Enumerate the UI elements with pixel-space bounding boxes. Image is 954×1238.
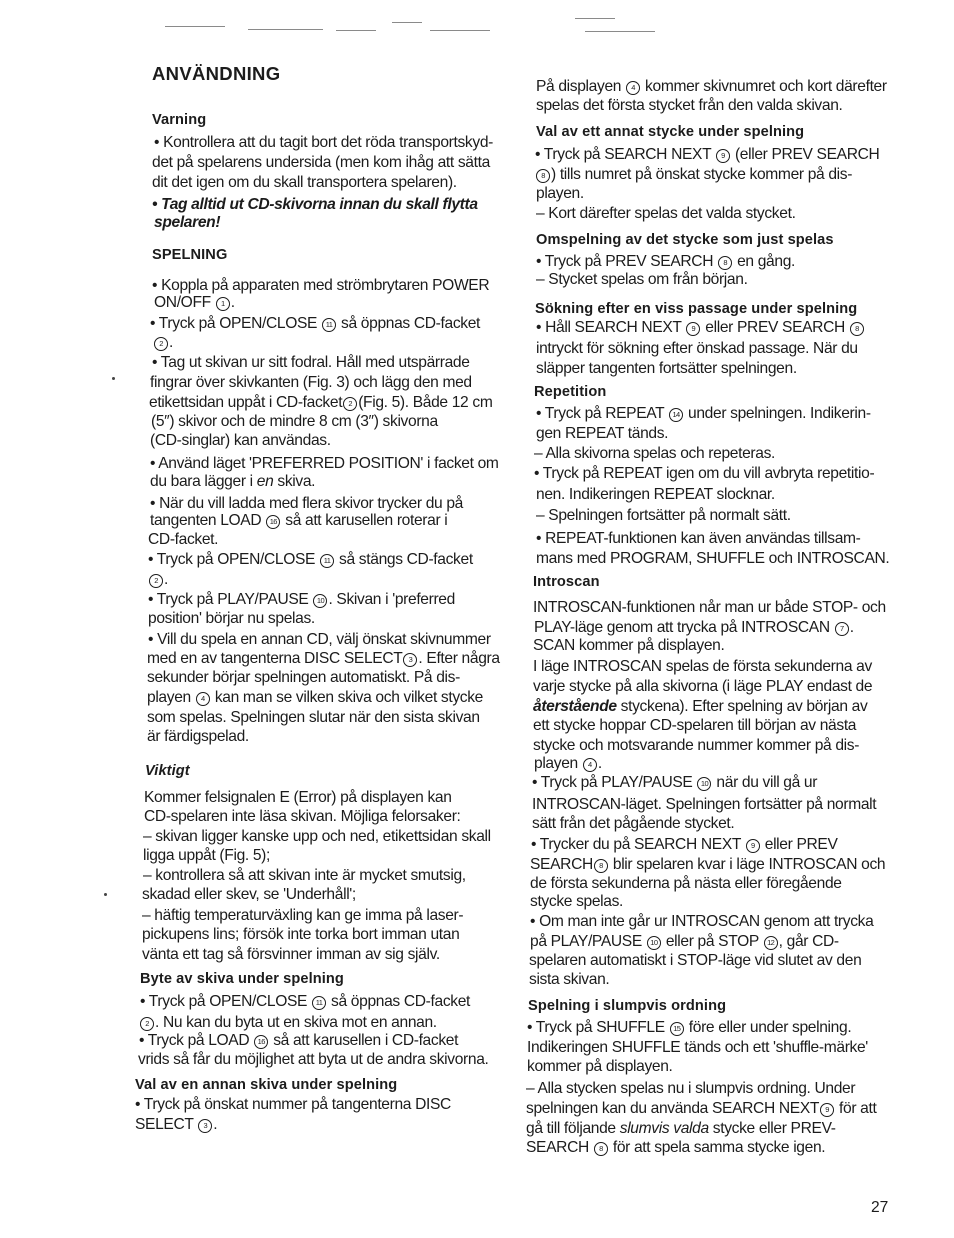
text-line: – Alla stycken spelas nu i slumpvis ordning. Under	[526, 1080, 856, 1097]
text-line: sätt från det pågående stycket.	[532, 815, 735, 832]
text-line: SELECT 3 .	[135, 1116, 218, 1133]
text-line: – Alla skivorna spelas och repeteras.	[534, 445, 776, 462]
text-line: • Tryck på PLAY/PAUSE 10 . Skivan i 'preferred	[148, 591, 455, 608]
section-heading: Val av ett annat stycke under spelning	[536, 124, 805, 140]
text-line: gå till följande slumvis valda stycke eller PREV-	[526, 1120, 836, 1137]
text-line: kommer på displayen.	[527, 1058, 673, 1075]
text-line: Indikeringen SHUFFLE tänds och ett 'shuffle-märke'	[527, 1039, 868, 1056]
section-heading: Viktigt	[145, 763, 190, 779]
text-line: • Tryck på PREV SEARCH 8 en gång.	[536, 253, 796, 270]
text-line: SEARCH 8 för att spela samma stycke igen.	[526, 1139, 826, 1156]
text-line: – Kort därefter spelas det valda stycket.	[536, 205, 796, 222]
text-line: varje stycke på alla skivorna (i läge PLAY endast de	[533, 678, 873, 695]
text-line: fingrar över skivkanten (Fig. 3) och lägg den med	[150, 374, 472, 391]
text-line: • När du vill ladda med flera skivor trycker du på	[150, 495, 463, 512]
section-heading: SPELNING	[152, 247, 228, 263]
text-line: – häftig temperaturväxling kan ge imma på laser-	[142, 907, 464, 924]
circled-number-icon: 16	[266, 515, 280, 529]
text-line: sista skivan.	[529, 971, 610, 988]
text-line: playen.	[536, 185, 584, 202]
circled-number-icon: 8	[594, 859, 608, 873]
text-line: • Tryck på PLAY/PAUSE 10 när du vill gå ur	[532, 774, 818, 791]
text-line: 2 .	[153, 333, 173, 352]
circled-number-icon: 10	[313, 594, 327, 608]
circled-number-icon: 8	[718, 256, 732, 270]
circled-number-icon: 3	[198, 1119, 212, 1133]
text-line: det på spelarens undersida (men kom ihåg att sätta	[152, 154, 490, 171]
text-line: Kommer felsignalen E (Error) på displayen kan	[144, 789, 452, 806]
section-heading: Varning	[152, 112, 207, 128]
text-line: du bara lägger i en skiva.	[150, 473, 316, 490]
circled-number-icon: 14	[669, 408, 683, 422]
text-line: 2 . Nu kan du byta ut en skiva mot en annan.	[139, 1013, 437, 1032]
circled-number-icon: 11	[322, 318, 336, 332]
text-line: • Tryck på OPEN/CLOSE 11 så öppnas CD-facket	[140, 993, 471, 1010]
text-line: med en av tangenterna DISC SELECT 3 . Efter några	[147, 650, 500, 667]
text-line: etikettsidan uppåt i CD-facket 2 (Fig. 5). Både 12 cm	[149, 394, 493, 411]
circled-number-icon: 8	[594, 1142, 608, 1156]
text-line: – Spelningen fortsätter på normalt sätt.	[536, 507, 791, 524]
text-line: CD-spelaren inte läsa skivan. Möjliga felorsaker:	[144, 808, 461, 825]
text-line: släpper tangenten fortsätter spelningen.	[536, 360, 797, 377]
section-heading: Introscan	[533, 574, 600, 590]
circled-number-icon: 15	[670, 1022, 684, 1036]
text-line: • Tryck på önskat nummer på tangenterna DISC	[135, 1096, 451, 1113]
text-line: som spelas. Spelningen slutar när den sista skivan	[147, 709, 480, 726]
text-line: • Tag alltid ut CD-skivorna innan du skall flytta	[152, 196, 478, 213]
section-heading: Omspelning av det stycke som just spelas	[536, 232, 834, 248]
text-line: • Använd läget 'PREFERRED POSITION' i facket om	[150, 455, 499, 472]
text-line: återstående styckena). Efter spelning av början av	[533, 698, 868, 715]
text-line: (5″) skivor och de mindre 8 cm (3″) skivorna	[151, 413, 438, 430]
text-line: På displayen 4 kommer skivnumret och kort därefter	[536, 78, 887, 95]
text-line: SEARCH 8 blir spelaren kvar i läge INTROSCAN och	[530, 856, 886, 873]
text-line: INTROSCAN-funktionen når man ur både STOP- och	[533, 599, 886, 616]
text-line: sekunder börjar spelningen automatiskt. På dis-	[147, 669, 460, 686]
text-line: • Vill du spela en annan CD, välj önskat skivnummer	[148, 631, 491, 648]
text-line: position' börjar nu spelas.	[148, 610, 315, 627]
text-line: • Tryck på REPEAT igen om du vill avbryta repetitio-	[534, 465, 875, 482]
text-line: dit det igen om du skall transportera spelaren).	[152, 174, 457, 191]
text-line: ligga uppåt (Fig. 5);	[143, 847, 271, 864]
text-line: skadad eller skev, se 'Underhåll';	[142, 886, 356, 903]
text-line: • Trycker du på SEARCH NEXT 9 eller PREV	[531, 836, 838, 853]
text-line: är färdigspelad.	[147, 728, 249, 745]
text-line: • Tryck på SHUFFLE 15 före eller under spelning.	[527, 1019, 852, 1036]
text-line: 2 .	[148, 570, 168, 589]
text-line: • Tryck på OPEN/CLOSE 11 så öppnas CD-facket	[150, 315, 481, 332]
circled-number-icon: 4	[626, 81, 640, 95]
section-heading: Byte av skiva under spelning	[140, 971, 344, 987]
circled-number-icon: 12	[764, 936, 778, 950]
text-line: spelaren!	[154, 214, 221, 231]
text-line: gen REPEAT tänds.	[536, 425, 669, 442]
text-line: ON/OFF 1 .	[154, 294, 235, 311]
text-line: vrids så får du möjlighet att byta ut de andra skivorna.	[138, 1051, 489, 1068]
circled-number-icon: 8	[850, 322, 864, 336]
text-line: intryckt för sökning efter önskad passage. När du	[536, 340, 858, 357]
circled-number-icon: 11	[320, 554, 334, 568]
circled-number-icon: 16	[254, 1035, 268, 1049]
circled-number-icon: 1	[216, 297, 230, 311]
text-line: stycke spelas.	[530, 893, 624, 910]
circled-number-icon: 2	[343, 397, 357, 411]
text-line: – kontrollera så att skivan inte är mycket smutsig,	[143, 867, 466, 884]
text-line: PLAY-läge genom att trycka på INTROSCAN 7 .	[534, 619, 854, 636]
text-line: (CD-singlar) kan användas.	[150, 432, 331, 449]
circled-number-icon: 3	[403, 653, 417, 667]
text-line: playen 4 kan man se vilken skiva och vilket stycke	[147, 689, 484, 706]
text-line: • Kontrollera att du tagit bort det röda transportskyd-	[154, 134, 493, 151]
text-line: vänta ett tag så försvinner imman av sig själv.	[142, 946, 440, 963]
circled-number-icon: 2	[149, 574, 163, 588]
circled-number-icon: 10	[697, 777, 711, 791]
circled-number-icon: 9	[746, 839, 760, 853]
circled-number-icon: 4	[583, 758, 597, 772]
text-line: stycke och motsvarande nummer kommer på dis-	[533, 737, 860, 754]
text-line: – skivan ligger kanske upp och ned, etikettsidan skall	[143, 828, 491, 845]
text-line: • REPEAT-funktionen kan även användas tillsam-	[536, 530, 861, 547]
text-line: spelas det första stycket från den valda skivan.	[536, 97, 843, 114]
text-line: ett stycke hoppar CD-spelaren till början av nästa	[533, 717, 857, 734]
circled-number-icon: 9	[716, 149, 730, 163]
text-line: spelaren automatiskt i STOP-läge vid slutet av den	[529, 952, 862, 969]
section-heading: Repetition	[534, 384, 607, 400]
text-line: playen 4 .	[534, 755, 602, 772]
text-line: • Om man inte går ur INTROSCAN genom att trycka	[530, 913, 874, 930]
text-line: spelningen kan du använda SEARCH NEXT 9 för att	[526, 1100, 877, 1117]
text-line: på PLAY/PAUSE 10 eller på STOP 12 , går CD-	[530, 933, 839, 950]
text-line: • Tag ut skivan ur sitt fodral. Håll med utspärrade	[152, 354, 470, 371]
text-line: mans med PROGRAM, SHUFFLE och INTROSCAN.	[536, 550, 890, 567]
text-line: • Tryck på LOAD 16 så att karusellen i CD-facket	[139, 1032, 459, 1049]
circled-number-icon: 7	[835, 622, 849, 636]
section-heading: Spelning i slumpvis ordning	[528, 998, 727, 1014]
text-line: • Håll SEARCH NEXT 9 eller PREV SEARCH 8	[536, 318, 865, 337]
text-line: I läge INTROSCAN spelas de första sekunderna av	[533, 658, 872, 675]
text-line: 8 ) tills numret på önskat stycke kommer på dis-	[535, 165, 852, 184]
section-heading: Val av en annan skiva under spelning	[135, 1077, 398, 1093]
text-line: • Tryck på REPEAT 14 under spelningen. Indikerin-	[536, 405, 871, 422]
text-line: de första sekunderna på nästa eller föregående	[530, 875, 842, 892]
text-line: • Tryck på SEARCH NEXT 9 (eller PREV SEARCH	[535, 146, 880, 163]
circled-number-icon: 4	[196, 692, 210, 706]
text-line: pickupens lins; försök inte torka bort imman utan	[142, 926, 460, 943]
text-line: tangenten LOAD 16 så att karusellen roterar i	[150, 512, 448, 529]
text-line: SCAN kommer på displayen.	[533, 637, 725, 654]
circled-number-icon: 2	[154, 337, 168, 351]
circled-number-icon: 9	[686, 322, 700, 336]
text-line: • Tryck på OPEN/CLOSE 11 så stängs CD-facket	[148, 551, 473, 568]
page-number: 27	[871, 1199, 889, 1216]
text-line: CD-facket.	[148, 531, 219, 548]
text-line: • Koppla på apparaten med strömbrytaren POWER	[152, 277, 490, 294]
circled-number-icon: 8	[536, 169, 550, 183]
page-title: ANVÄNDNING	[152, 63, 281, 84]
circled-number-icon: 2	[140, 1017, 154, 1031]
text-line: nen. Indikeringen REPEAT slocknar.	[536, 486, 775, 503]
circled-number-icon: 9	[820, 1103, 834, 1117]
text-line: INTROSCAN-läget. Spelningen fortsätter på normalt	[532, 796, 877, 813]
circled-number-icon: 11	[312, 996, 326, 1010]
text-line: – Stycket spelas om från början.	[536, 271, 748, 288]
circled-number-icon: 10	[647, 936, 661, 950]
section-heading: Sökning efter en viss passage under spelning	[535, 301, 858, 317]
